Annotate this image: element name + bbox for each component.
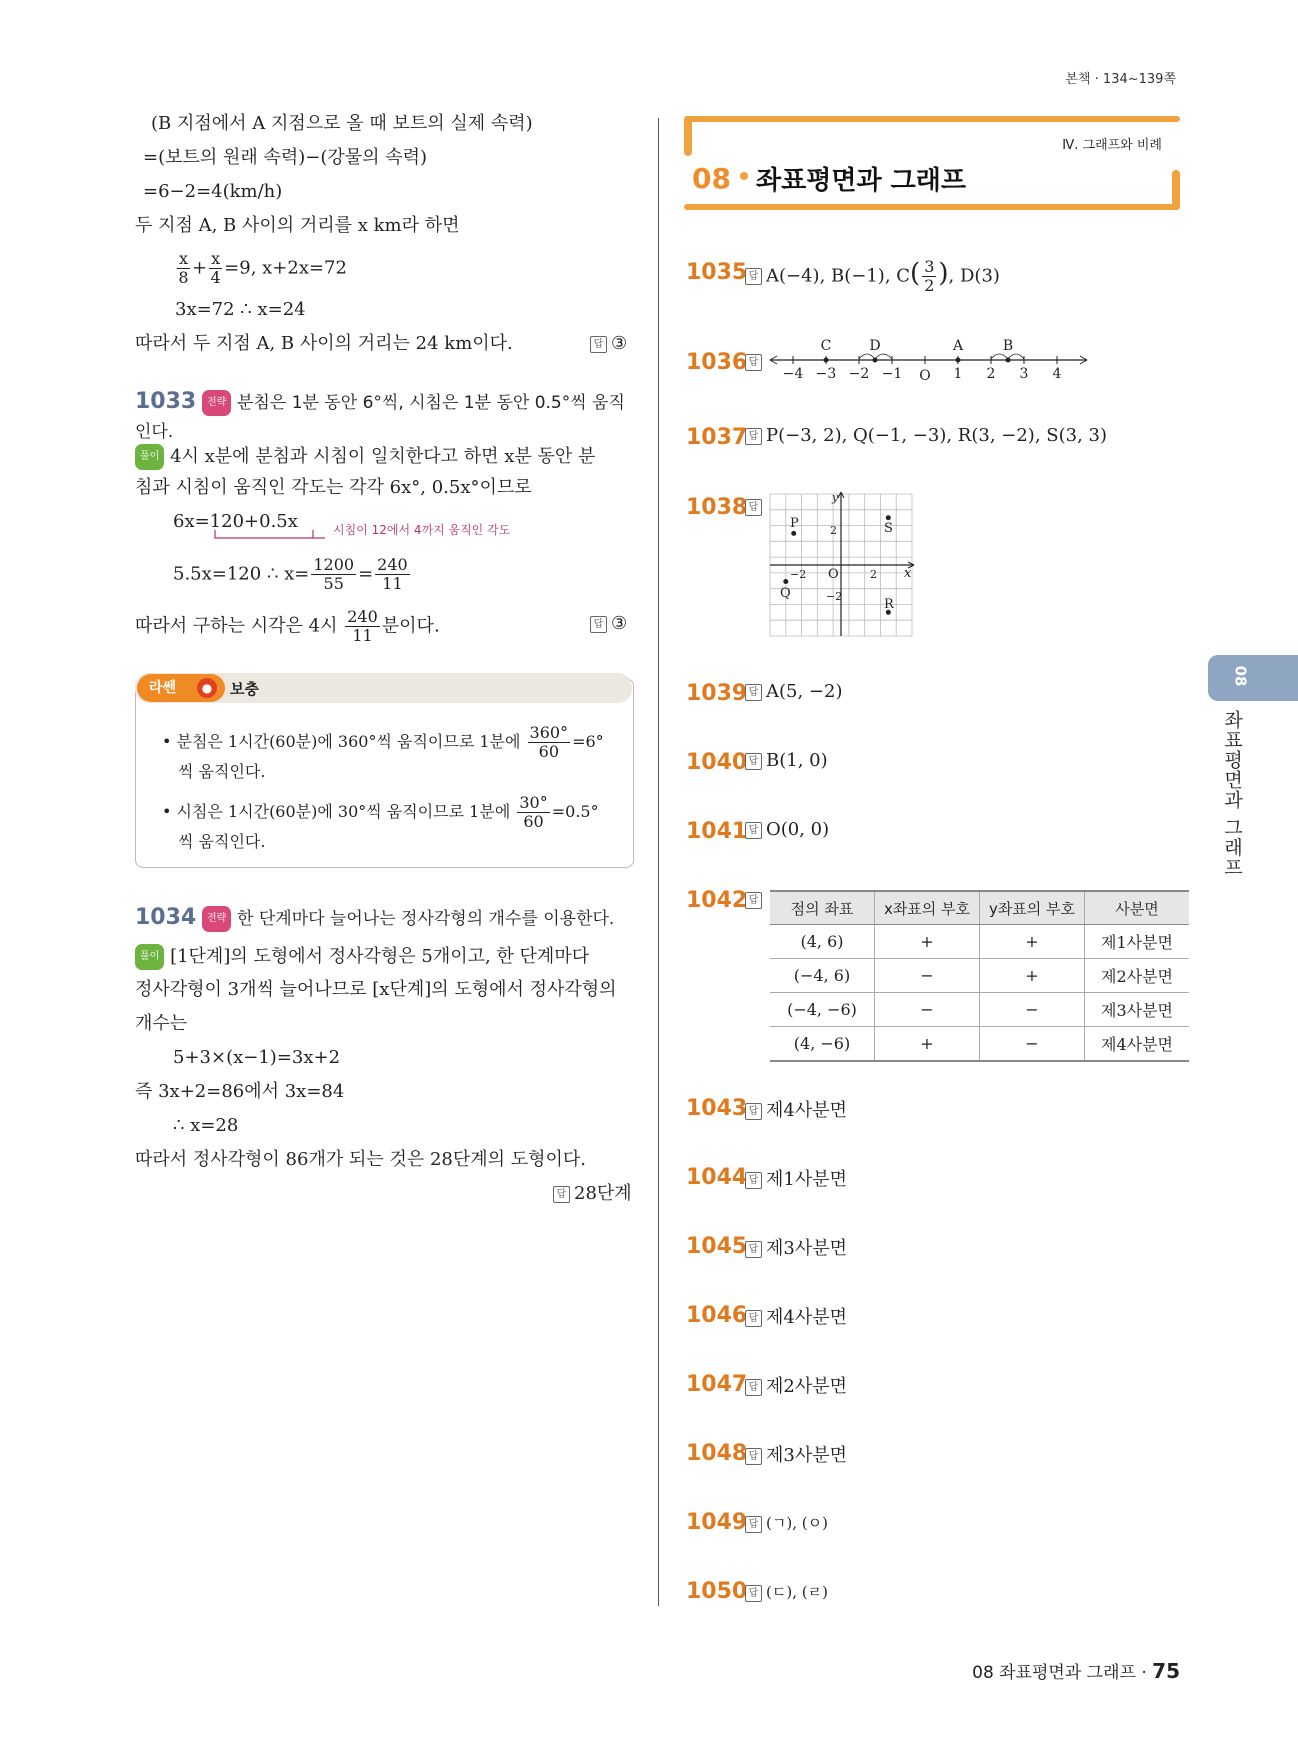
problem-number: 1045 [686,1234,748,1259]
answer-1047 [745,1372,847,1398]
answer-value: ③ [611,333,628,354]
answer-text: 제3사분면 [766,1445,848,1466]
tick-label: 3 [1019,366,1029,382]
table-row [770,925,1189,959]
chapter-frame [684,116,1180,122]
fraction: $\frac{1200}{55}$ [313,555,355,593]
solution-text: [1단계]의 도형에서 정사각형은 5개이고, 한 단계마다 [170,946,590,967]
label-d: D [869,338,881,354]
table-cell: − [875,959,980,993]
supplement-tag: 라쎈 [137,674,225,702]
table-row [770,993,1189,1027]
table-cell: 제1사분면 [1085,925,1190,959]
problem-number: 1037 [686,425,748,450]
text-line: 두 지점 A, B 사이의 거리를 x km라 하면 [135,215,460,236]
problem-number: 1039 [686,681,748,706]
answer-text: B(1, 0) [766,750,828,771]
fraction: $\frac{240}{11}$ [347,607,378,645]
axis-label-y: y [832,492,839,504]
axis-label-x: x [904,566,912,581]
equation: 3x=72 ∴ x=24 [175,299,306,320]
table-header-row [770,891,1189,925]
problem-number: 1040 [686,750,748,775]
chapter-frame [1172,170,1180,210]
table-cell: + [875,1027,980,1062]
answer-text: (ㄷ), (ㄹ) [766,1583,828,1601]
text-line: =(보트의 원래 속력)−(강물의 속력) [143,147,428,168]
answer-icon: 답 [745,354,762,371]
problem-number: 1047 [686,1372,748,1397]
problem-number: 1033 [135,389,197,414]
supplement-bullet-cont: 씩 움직인다. [178,832,266,851]
answer-1049 [745,1512,828,1533]
supplement-dot-icon: ● [197,678,217,698]
equation: 5+3×(x−1)=3x+2 [173,1047,341,1068]
point-p [791,531,796,536]
column-header: x좌표의 부호 [875,891,980,925]
side-tab-title: 좌표평면과 그래프 [1221,710,1243,878]
answer-icon: 답 [553,1186,570,1203]
page-number: 75 [1152,1659,1180,1683]
footer-chapter: 08 좌표평면과 그래프 · [972,1663,1147,1683]
problem-number: 1049 [686,1510,748,1535]
problem-number: 1050 [686,1579,748,1604]
chapter-title: 좌표평면과 그래프 [756,166,966,196]
table-cell: (−4, 6) [770,959,875,993]
fraction: $\frac{360^\circ}{60}$ [529,723,569,761]
point-q [783,579,788,584]
strategy-badge: 전략 [202,390,231,416]
strategy-text: 한 단계마다 늘어나는 정사각형의 개수를 이용한다. [237,909,615,929]
coordinate-grid [768,492,918,642]
column-header: y좌표의 부호 [980,891,1085,925]
answer-1043 [745,1096,847,1122]
answer-text: 제2사분면 [766,1376,848,1397]
point-a [956,358,961,363]
problem-number: 1048 [686,1441,748,1466]
answer-1041 [745,819,829,840]
answer-text: 제4사분면 [766,1307,848,1328]
table-cell: 제3사분면 [1085,993,1190,1027]
answer-icon: 답 [745,822,762,839]
answer-1050 [745,1581,828,1602]
bullet-text: =6° [572,732,604,751]
answer-text: , D(3) [948,265,1000,287]
answer-icon: 답 [745,753,762,770]
conclusion-text: 분이다. [381,615,440,637]
table-cell: − [980,1027,1085,1062]
problem-number: 1046 [686,1303,748,1328]
chapter-side-tab[interactable] [1208,655,1298,701]
table-cell: + [980,959,1085,993]
solution-badge: 풀이 [135,444,164,470]
label-q: Q [780,586,791,601]
bullet-text: =0.5° [551,802,599,821]
tick-label: −1 [881,366,903,382]
answer-1039 [745,681,842,702]
label-c: C [820,338,832,354]
tick-label: −4 [782,366,804,382]
answer-icon: 답 [745,892,762,909]
answer-icon: 답 [745,1310,762,1327]
answer-text: (ㄱ), (ㅇ) [766,1514,828,1532]
fraction: $\frac{3}{2}$ [924,257,935,295]
answer-icon: 답 [745,499,762,516]
conclusion [135,608,440,645]
tick-label: 2 [986,366,996,382]
equation: 6x=120+0.5x [173,511,298,532]
answer-value: 28단계 [574,1183,632,1204]
answer-icon: 답 [745,1448,762,1465]
tick-label: 1 [953,366,963,382]
number-line [765,335,1095,385]
solution-line: 침과 시침이 움직인 각도는 각각 6x°, 0.5x°이므로 [135,477,532,498]
chapter-dot [740,172,748,180]
answer-icon: 답 [590,616,607,633]
equation-text: =9, x+2x=72 [224,257,347,279]
conclusion: 따라서 정사각형이 86개가 되는 것은 28단계의 도형이다. [135,1149,587,1170]
annotation-note: 시침이 12에서 4까지 움직인 각도 [333,523,511,537]
table-cell: 제2사분면 [1085,959,1190,993]
tick-label: 2 [870,568,877,581]
solution-line [135,444,595,470]
problem-number: 1043 [686,1096,748,1121]
problem-number: 1038 [686,495,748,520]
answer-value: ③ [611,613,628,634]
supplement-bullet [162,794,599,831]
solution-badge: 풀이 [135,944,164,970]
problem-1033-strategy [135,390,625,416]
point-s [886,515,891,520]
label-s: S [884,521,893,536]
chapter-frame [684,116,692,156]
tick-label: −2 [826,590,843,603]
label-a: A [952,338,964,354]
table-row [770,1027,1189,1062]
problem-number: 1035 [686,260,748,285]
solution-text: 4시 x분에 분침과 시침이 일치한다고 하면 x분 동안 분 [170,446,596,467]
point-b [1006,358,1011,363]
fraction: $\frac{x}{4}$ [210,249,221,287]
label-r: R [884,597,894,612]
strategy-text: 분침은 1분 동안 6°씩, 시침은 1분 동안 0.5°씩 움직 [237,393,625,413]
answer-text: P(−3, 2), Q(−1, −3), R(3, −2), S(3, 3) [766,425,1107,446]
point-c [824,358,829,363]
label-b: B [1002,338,1014,354]
table-cell: + [875,925,980,959]
fraction: $\frac{x}{8}$ [178,249,189,287]
tick-label: −2 [790,568,807,581]
chapter-frame [684,204,1180,210]
equation: $\frac{x}{8}$ + $\frac{x}{4}$ =9, x+2x=72 [178,249,347,287]
tick-label: −3 [815,366,837,382]
tick-label: 2 [830,524,837,537]
answer-1040 [745,750,828,771]
problem-number: 1044 [686,1165,748,1190]
answer-text: A(−4), B(−1), C [766,265,911,287]
page-footer [972,1658,1180,1683]
answer-icon: 답 [745,684,762,701]
text-line: =6−2=4(km/h) [143,181,283,202]
answer-icon: 답 [745,1585,762,1602]
text-line: (B 지점에서 A 지점으로 올 때 보트의 실제 속력) [151,113,533,134]
tick-label: 4 [1052,366,1062,382]
unit-title: Ⅳ. 그래프와 비례 [1062,138,1162,153]
answer-text: 제4사분면 [766,1100,848,1121]
page-reference: 본책 · 134~139쪽 [1065,72,1176,87]
solution-line: 개수는 [135,1013,188,1034]
answer-text: 제1사분면 [766,1169,848,1190]
answer-icon: 답 [745,1103,762,1120]
answer-icon: 답 [745,1172,762,1189]
quadrant-table [770,890,1189,1062]
point-d [873,358,878,363]
answer-icon: 답 [745,268,762,285]
bullet-text: • 시침은 1시간(60분)에 30°씩 움직이므로 1분에 [162,802,511,821]
answer-1044 [745,1165,847,1191]
solution-line [135,944,589,970]
problem-1034 [135,906,635,1206]
conclusion-text: 따라서 구하는 시각은 4시 [135,615,338,637]
answer-1045 [745,1234,847,1260]
side-tab-number: 08 [1231,665,1250,687]
answer-icon: 답 [745,1241,762,1258]
answer [553,1182,632,1206]
table-cell: + [980,925,1085,959]
equation: 5.5x=120 ∴ x= $\frac{1200}{55}$ = $\frac{240}{11}$ [173,555,408,593]
problem-number: 1034 [135,905,197,930]
bullet-text: • 분침은 1시간(60분)에 360°씩 움직이므로 1분에 [162,732,521,751]
answer-text: A(5, −2) [766,681,843,702]
answer-1046 [745,1303,847,1329]
supplement-bullet-cont: 씩 움직인다. [178,762,266,781]
column-header: 사분면 [1085,891,1190,925]
underbrace [213,528,333,544]
answer-text: 제3사분면 [766,1238,848,1259]
table-cell: 제4사분면 [1085,1027,1190,1062]
table-cell: − [875,993,980,1027]
problem-number: 1041 [686,819,748,844]
supplement-label: 보충 [230,680,259,698]
answer [590,612,627,636]
answer-icon: 답 [745,1516,762,1533]
column-divider [658,118,659,1606]
answer-1037 [745,425,1107,446]
answer-text: O(0, 0) [766,819,830,840]
conclusion: 따라서 두 지점 A, B 사이의 거리는 24 km이다. [135,333,513,354]
answer-1048 [745,1441,847,1467]
solution-line: 정사각형이 3개씩 늘어나므로 [x단계]의 도형에서 정사각형의 [135,979,617,1000]
table-cell: (4, −6) [770,1027,875,1062]
answer [590,332,627,356]
origin-label: O [828,567,839,582]
problem-1034-strategy [135,906,614,932]
problem-number: 1042 [686,888,748,913]
chapter-number: 08 [692,162,731,195]
equation: 즉 3x+2=86에서 3x=84 [135,1081,345,1102]
strategy-badge: 전략 [202,906,231,932]
answer-icon: 답 [590,336,607,353]
fraction: $\frac{30^\circ}{60}$ [519,793,548,831]
problem-number: 1036 [686,350,748,375]
supplement-bullet [162,724,604,761]
column-header: 점의 좌표 [770,891,875,925]
answer-icon: 답 [745,428,762,445]
table-cell: (−4, −6) [770,993,875,1027]
equation-text: 5.5x=120 ∴ x= [173,563,310,585]
answer-1035: 답 A(−4), B(−1), C( $\frac{3}{2}$ ), D(3) [745,258,1000,295]
fraction: $\frac{240}{11}$ [377,555,408,593]
tick-label: O [919,368,931,384]
table-cell: − [980,993,1085,1027]
table-cell: (4, 6) [770,925,875,959]
answer-icon: 답 [745,1379,762,1396]
tick-label: −2 [848,366,870,382]
table-row [770,959,1189,993]
strategy-text: 인다. [135,422,174,442]
equation: ∴ x=28 [173,1115,239,1136]
label-p: P [790,516,799,531]
